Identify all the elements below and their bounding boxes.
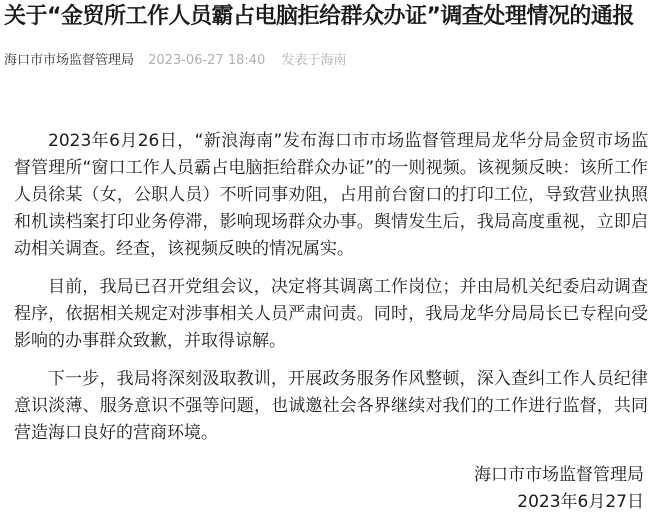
publish-location: 发表于海南 <box>281 53 347 68</box>
signature-org: 海口市市场监督管理局 <box>474 465 644 485</box>
paragraph: 目前，我局已召开党组会议，决定将其调离工作岗位；并由局机关纪委启动调查程序，依据相关规定对涉事相关人员严肃问责。同时，我局龙华分局局长已专程向受影响的办事群众致歉，并取得谅解。 <box>14 277 648 351</box>
author-name[interactable]: 海口市市场监督管理局 <box>4 53 135 68</box>
article-title: 关于“金贸所工作人员霸占电脑拒给群众办证”调查处理情况的通报 <box>4 4 634 29</box>
signature-date: 2023年6月27日 <box>517 492 644 512</box>
publish-time: 2023-06-27 18:40 <box>148 53 266 68</box>
article-meta <box>4 52 346 70</box>
article-body <box>14 128 648 458</box>
signature-block <box>474 462 644 516</box>
paragraph: 下一步，我局将深刻汲取教训，开展政务服务作风整顿，深入查纠工作人员纪律意识淡薄、服务意识不强等问题，也诚邀社会各界继续对我们的工作进行监督，共同营造海口良好的营商环境。 <box>14 369 648 443</box>
paragraph: 2023年6月26日，“新浪海南”发布海口市市场监督管理局龙华分局金贸市场监督管理所“窗口工作人员霸占电脑拒给群众办证”的一则视频。该视频反映：该所工作人员徐某（女，公职人员）不听同事劝阻，占用前台窗口的打印工位，导致营业执照和机读档案打印业务停滞，影响现场群众办事。舆情发生后，我局高度重视，立即启动相关调查。经查，该视频反映的情况属实。 <box>14 131 648 259</box>
